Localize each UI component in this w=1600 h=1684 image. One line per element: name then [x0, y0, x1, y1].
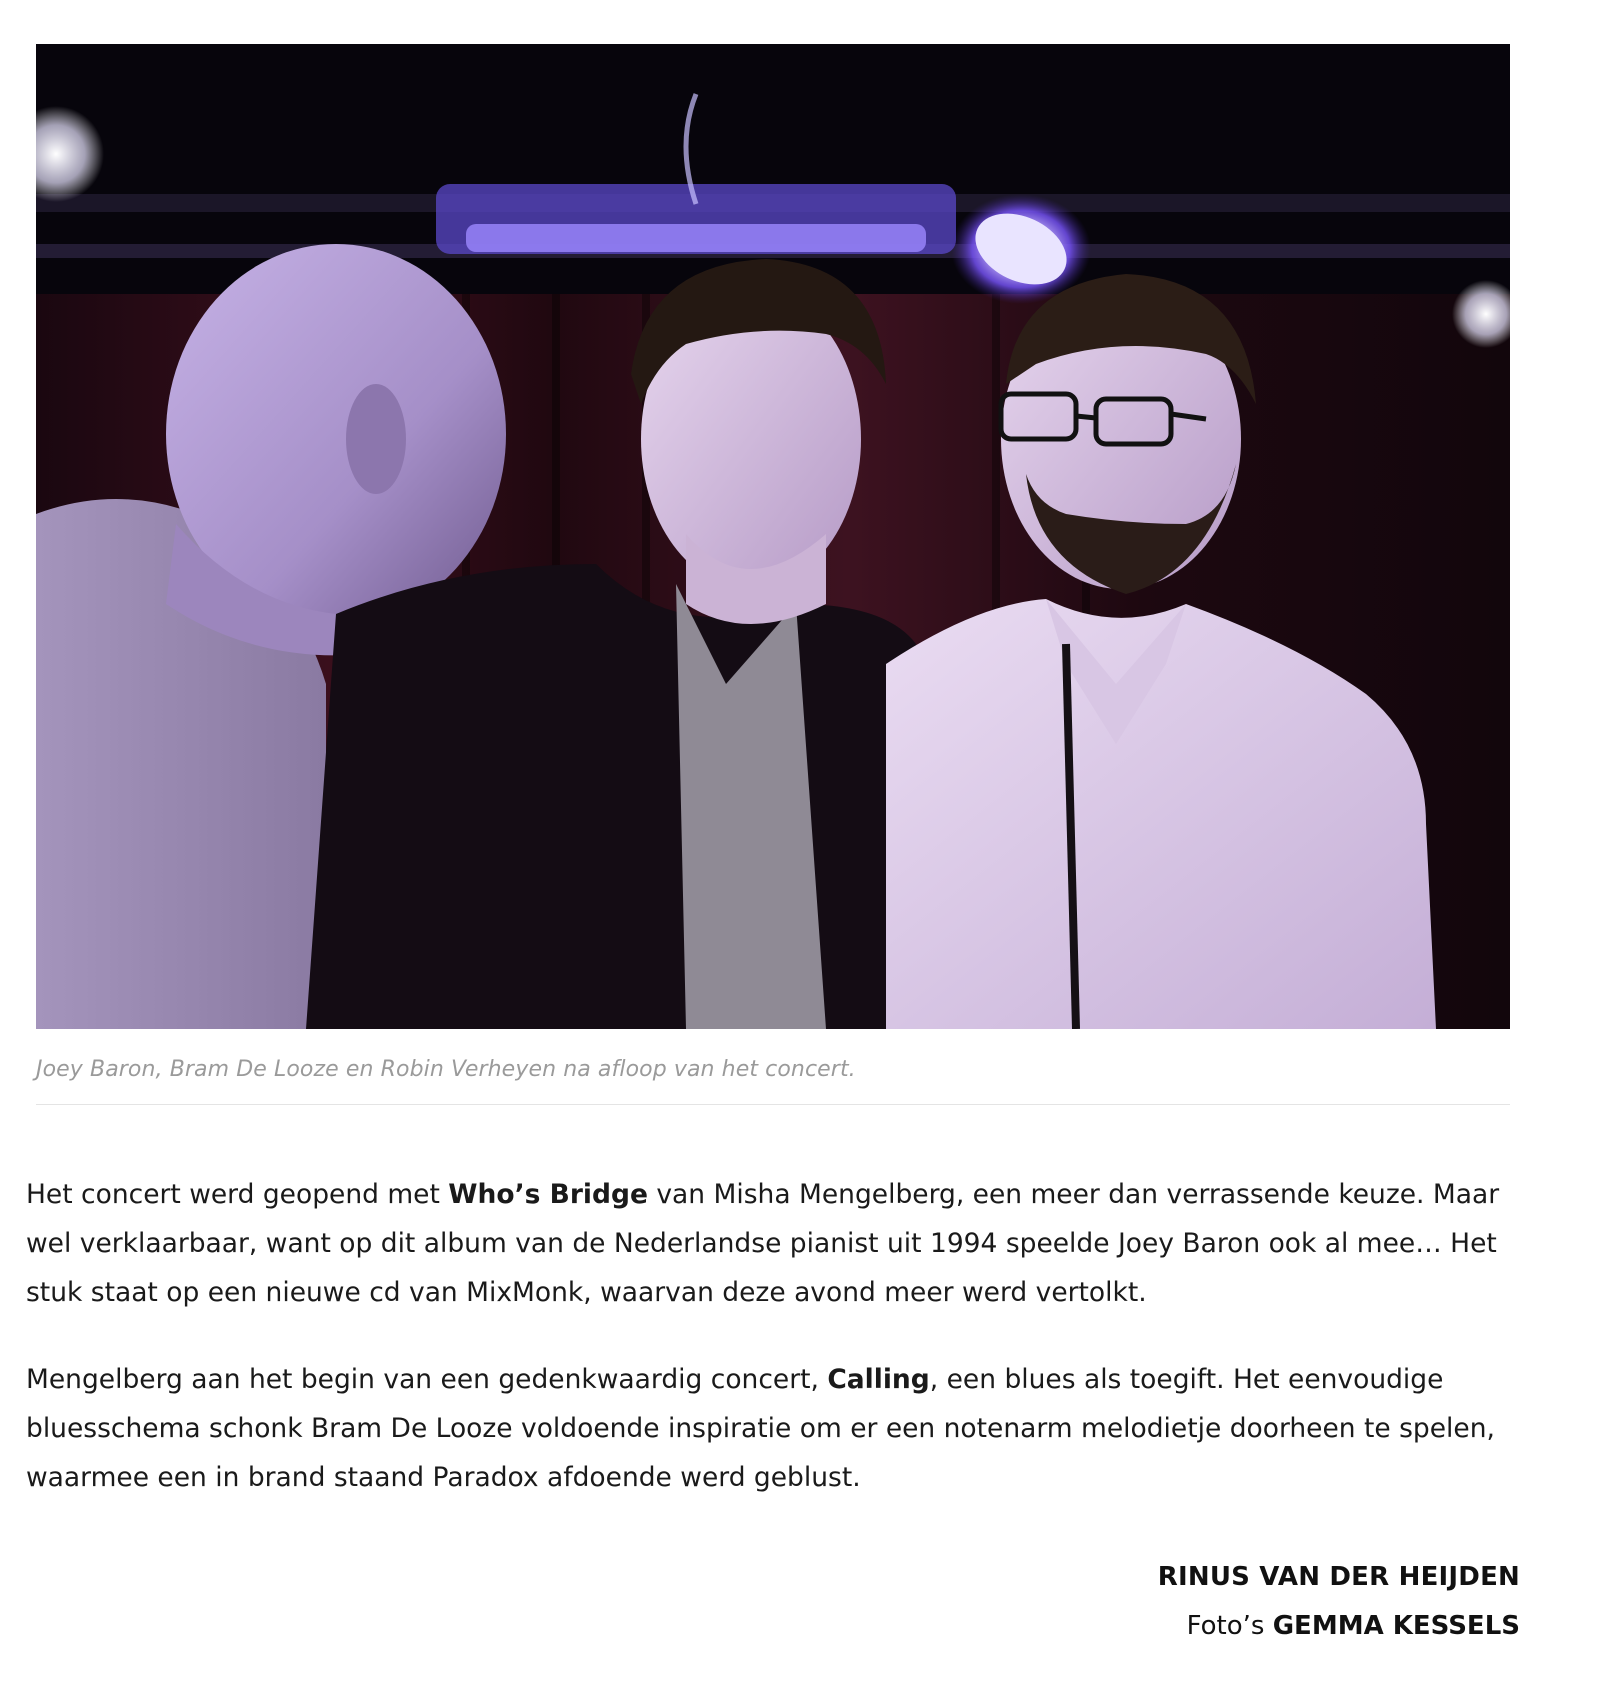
author-name: RINUS VAN DER HEIJDEN — [1157, 1562, 1520, 1592]
photo-caption: Joey Baron, Bram De Looze en Robin Verheyen na afloop van het concert. — [36, 1029, 1510, 1105]
article-paragraph-2 — [26, 1355, 1526, 1502]
photo-credit-prefix: Foto’s — [1186, 1611, 1273, 1641]
paragraph-1-text-before: Het concert werd geopend met — [26, 1179, 449, 1210]
photo-credit — [1158, 1602, 1520, 1651]
concert-photo — [36, 44, 1510, 1029]
concert-photo-illustration — [36, 44, 1510, 1029]
article-body — [26, 1170, 1526, 1540]
photographer-name: GEMMA KESSELS — [1272, 1611, 1520, 1641]
paragraph-1-text-after: van Misha Mengelberg, een meer dan verrassende keuze. Maar wel verklaarbaar, want op dit album van de Nederlandse pianist uit 1994 speelde Joey Baron ook al mee… Het stuk staat op een nieuwe cd van MixMonk, waarvan deze avond meer werd vertolkt. — [26, 1179, 1500, 1308]
article-figure — [36, 44, 1510, 1105]
song-title-calling: Calling — [827, 1364, 930, 1395]
article-credits — [1158, 1553, 1520, 1651]
paragraph-2-text-after: , een blues als toegift. Het eenvoudige bluesschema schonk Bram De Looze voldoende inspiratie om er een notenarm melodietje doorheen te spelen, waarmee een in brand staand Paradox afdoende werd geblust. — [26, 1364, 1495, 1493]
paragraph-2-text-before: Mengelberg aan het begin van een gedenkwaardig concert, — [26, 1364, 828, 1395]
article-paragraph-1 — [26, 1170, 1526, 1317]
song-title-whos-bridge: Who’s Bridge — [448, 1179, 648, 1210]
